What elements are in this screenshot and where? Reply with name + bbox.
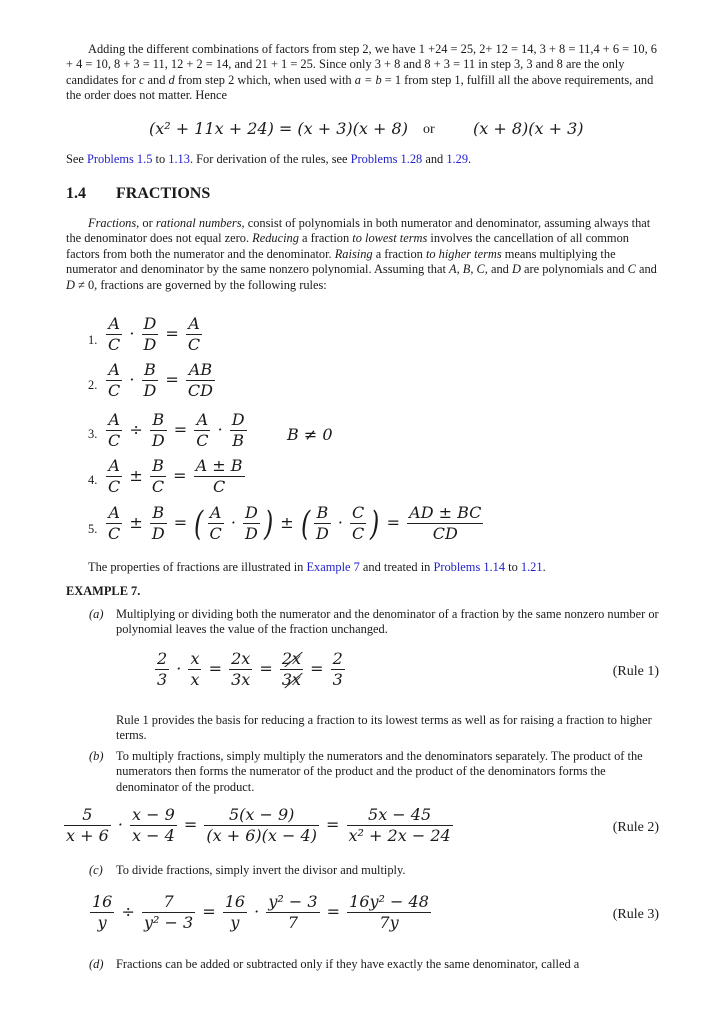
num: 5x − 45 bbox=[347, 805, 453, 826]
num: C bbox=[352, 503, 365, 522]
den: 3x bbox=[231, 670, 251, 689]
var-c: c bbox=[138, 72, 145, 87]
num: A bbox=[106, 410, 122, 431]
text: consist of polynomials in both numerator and denominator, assuming always that the denominator does not equal zero. bbox=[66, 216, 651, 246]
intro-text: and bbox=[144, 72, 169, 87]
cancelled-num: 2x bbox=[281, 649, 302, 668]
item-label: (d) bbox=[89, 957, 104, 971]
rule-number: 2. bbox=[88, 378, 98, 392]
properties-line bbox=[66, 560, 658, 575]
num: A ± B bbox=[195, 456, 243, 475]
intro-text: = 1 from step 1, fulfill all the above requirements, and the order does not matter. Hence bbox=[66, 72, 654, 103]
rule-number: 3. bbox=[88, 427, 98, 441]
rule-number: 5. bbox=[88, 522, 98, 536]
den: x² + 2x − 24 bbox=[348, 826, 451, 845]
var: D bbox=[511, 262, 521, 277]
num: D bbox=[245, 503, 258, 522]
rule-3-tag: (Rule 3) bbox=[612, 907, 659, 922]
section-number: 1.4 bbox=[66, 185, 86, 202]
num: B bbox=[150, 410, 167, 431]
den: C bbox=[196, 431, 209, 450]
den: C bbox=[108, 381, 121, 400]
den: C bbox=[187, 335, 201, 354]
text: are polynomials and bbox=[520, 262, 628, 277]
den: C bbox=[209, 524, 222, 543]
num: B bbox=[142, 360, 159, 381]
den: 7 bbox=[287, 913, 299, 932]
num: A bbox=[106, 503, 122, 524]
intro-text: Adding the different combinations of factors from step 2, we have 1 +24 = 25, 2+ 12 = 14, 3 + 8 = 11,4 + 6 = 10, 6 + 4 = 10, 8 + 3 = 11, 12 + 2 = 14, and 21 + 1 = 25. Since only 3 + 8 and 8 + 3 = 11 in step 3, 3 and 8 are the only candidates for bbox=[66, 42, 657, 87]
var: A, B, C, bbox=[449, 262, 488, 277]
den: C bbox=[108, 335, 121, 354]
num: D bbox=[143, 314, 157, 333]
den: C bbox=[352, 524, 365, 543]
num: 2 bbox=[332, 649, 343, 668]
den: x − 4 bbox=[132, 826, 175, 845]
den: D bbox=[143, 335, 157, 354]
term-rational: rational numbers, bbox=[155, 216, 245, 230]
den: x + 6 bbox=[66, 826, 109, 845]
num: 5(x − 9) bbox=[204, 805, 319, 826]
den: C bbox=[151, 477, 165, 496]
den: D bbox=[151, 524, 165, 543]
den: D bbox=[151, 431, 165, 450]
eq-left: (x² + 11x + 24) = (x + 3)(x + 8) bbox=[149, 119, 408, 138]
den: C bbox=[108, 431, 121, 450]
den: CD bbox=[432, 524, 458, 543]
link-1-21[interactable]: 1.21 bbox=[520, 560, 543, 574]
den: y bbox=[230, 913, 240, 932]
rule-5: $\frac{A}{C}$ ± $\frac{B}{D}$ = ( $\frac{A}{C}$ · $\frac{D}{D}$ ) ± ( $\frac{B}{D}$ · $\frac{C}{C}$ ) = $\frac{AD \pm BC}{CD}$ bbox=[108, 503, 482, 544]
text: or bbox=[139, 216, 156, 230]
num: B bbox=[150, 503, 167, 524]
den: 3 bbox=[157, 670, 168, 689]
item-d-text: Fractions can be added or subtracted only if they have exactly the same denominator, called a bbox=[116, 957, 580, 971]
term-higher: to higher terms bbox=[425, 246, 502, 261]
see-problems-line bbox=[66, 152, 658, 167]
text: a fraction bbox=[298, 231, 353, 246]
rule-2-tag: (Rule 2) bbox=[612, 820, 659, 835]
num: AB bbox=[186, 360, 215, 381]
text: to bbox=[505, 560, 521, 574]
link-1-13[interactable]: 1.13 bbox=[168, 152, 190, 166]
num: D bbox=[231, 410, 245, 429]
num: A bbox=[106, 314, 122, 335]
example-c-equation: $\frac{16}{y}$ ÷ $\frac{7}{\text{y² − 3}}$ = $\frac{16}{y}$ · $\frac{\text{y² − 3}}{7}$ = $\frac{\text{16y² − 48}}{7y}$ bbox=[92, 892, 429, 932]
rule-2: $\frac{A}{C}$ · $\frac{B}{D}$ = $\frac{AB}{CD}$ bbox=[108, 360, 213, 400]
num: 2 bbox=[157, 649, 168, 668]
rule-1: $\frac{A}{C}$ · $\frac{D}{D}$ = $\frac{A}{C}$ bbox=[108, 314, 201, 354]
num: B bbox=[314, 503, 331, 524]
num: 2x bbox=[231, 649, 251, 668]
text: and bbox=[635, 262, 657, 277]
den: C bbox=[212, 477, 226, 496]
cancelled-den: 3x bbox=[281, 670, 302, 689]
text: and treated in bbox=[359, 560, 434, 574]
link-problems-1-14[interactable]: Problems 1.14 bbox=[433, 560, 506, 574]
den: D bbox=[143, 381, 157, 400]
rule-number: 4. bbox=[88, 473, 98, 487]
eq-right: (x + 8)(x + 3) bbox=[473, 119, 584, 138]
link-problems-1-28[interactable]: Problems 1.28 bbox=[350, 152, 423, 166]
var-ab: a = b bbox=[354, 72, 382, 87]
see-text: . For derivation of the rules, see bbox=[189, 152, 351, 166]
example-heading: EXAMPLE 7. bbox=[66, 584, 141, 598]
den: 7y bbox=[379, 913, 399, 932]
rule-3-condition: B ≠ 0 bbox=[287, 425, 333, 444]
num: 16 bbox=[92, 892, 113, 911]
term-lowest: to lowest terms bbox=[352, 231, 428, 246]
text: The properties of fractions are illustrated in bbox=[88, 560, 307, 574]
fractions-paragraph bbox=[66, 216, 658, 293]
intro-text: from step 2 which, when used with bbox=[174, 72, 355, 87]
section-heading bbox=[66, 185, 210, 203]
example-a-equation: $\frac{2}{3}$ · $\frac{x}{x}$ = $\frac{2x}{3x}$ = $\frac{2x}{3x}$ = $\frac{2}{3}$ bbox=[157, 649, 343, 689]
item-label: (c) bbox=[89, 863, 103, 877]
link-example-7[interactable]: Example 7 bbox=[306, 560, 360, 574]
num: A bbox=[194, 410, 210, 431]
text: means multiplying the numerator and denominator by the same nonzero polynomial. Assuming that bbox=[66, 246, 616, 277]
num: A bbox=[208, 503, 224, 524]
see-text: See bbox=[66, 152, 87, 166]
rule-4: $\frac{A}{C}$ ± $\frac{B}{C}$ = $\frac{A \pm B}{C}$ bbox=[108, 456, 243, 496]
section-title: FRACTIONS bbox=[116, 185, 211, 202]
link-problems-1-5[interactable]: Problems 1.5 bbox=[87, 152, 153, 166]
item-label: (a) bbox=[89, 607, 104, 621]
term-fractions: Fractions, bbox=[88, 216, 140, 230]
text: a fraction bbox=[372, 246, 426, 261]
intro-paragraph bbox=[66, 42, 658, 104]
num: 16y² − 48 bbox=[349, 892, 429, 911]
factoring-equation bbox=[149, 119, 408, 138]
item-a-text: Multiplying or dividing both the numerator and the denominator of a fraction by the same nonzero number or polynomial leaves the value of the fraction unchanged. bbox=[116, 607, 659, 637]
num: y² − 3 bbox=[268, 892, 318, 911]
num: 7 bbox=[142, 892, 195, 913]
num: AD ± BC bbox=[409, 503, 482, 522]
example-title: EXAMPLE 7 bbox=[66, 584, 138, 598]
num: A bbox=[106, 360, 122, 381]
eq-or: or bbox=[423, 122, 435, 137]
item-b-text: To multiply fractions, simply multiply the numerators and the denominators separately. The product of the numerators then forms the numerator of the product and the product of the denominators forms the denominator of the product. bbox=[116, 749, 643, 794]
item-label: (b) bbox=[89, 749, 104, 763]
num: 5 bbox=[64, 805, 111, 826]
var: C bbox=[627, 262, 636, 277]
den: C bbox=[108, 477, 121, 496]
text: ≠ 0, fractions are governed by the following rules: bbox=[74, 277, 327, 292]
link-1-29[interactable]: 1.29 bbox=[446, 152, 469, 166]
num: A bbox=[106, 456, 122, 477]
num: x − 9 bbox=[132, 805, 175, 824]
text: and bbox=[487, 262, 512, 277]
den: (x + 6)(x − 4) bbox=[206, 826, 317, 845]
num: x bbox=[190, 649, 200, 668]
den: CD bbox=[187, 381, 213, 400]
num: A bbox=[186, 314, 202, 335]
den: C bbox=[108, 524, 121, 543]
den: 3 bbox=[332, 670, 343, 689]
term-raising: Raising bbox=[334, 246, 373, 261]
var: D bbox=[66, 277, 75, 292]
term-reducing: Reducing bbox=[252, 231, 299, 246]
den: D bbox=[315, 524, 329, 543]
item-c-text: To divide fractions, simply invert the divisor and multiply. bbox=[116, 863, 406, 877]
rule-1-tag: (Rule 1) bbox=[612, 664, 659, 679]
see-text: . bbox=[468, 152, 472, 166]
rule-number: 1. bbox=[88, 333, 98, 347]
num: B bbox=[150, 456, 166, 477]
den: D bbox=[245, 524, 258, 543]
den: x bbox=[190, 670, 200, 689]
rule-3: $\frac{A}{C}$ ÷ $\frac{B}{D}$ = $\frac{A}{C}$ · $\frac{D}{B}$ bbox=[108, 410, 245, 450]
see-text: to bbox=[152, 152, 169, 166]
den: y² − 3 bbox=[143, 913, 194, 932]
item-a-after: Rule 1 provides the basis for reducing a fraction to its lowest terms as well as for raising a fraction to higher terms. bbox=[116, 713, 652, 743]
var-d: d bbox=[168, 72, 175, 87]
example-b-equation: $\frac{5}{x + 6}$ · $\frac{x - 9}{x - 4}$ = $\frac{5(x - 9)}{(x + 6)(x - 4)}$ = $\frac{5x - 45}{\text{x² + 2x − 24}}$ bbox=[66, 805, 451, 845]
den: B bbox=[232, 431, 245, 450]
see-text: and bbox=[422, 152, 447, 166]
text: . bbox=[542, 560, 546, 574]
den: y bbox=[97, 913, 107, 932]
num: 16 bbox=[224, 892, 246, 911]
text: involves the cancellation of all common factors from both the numerator and the denominator. bbox=[66, 231, 629, 261]
